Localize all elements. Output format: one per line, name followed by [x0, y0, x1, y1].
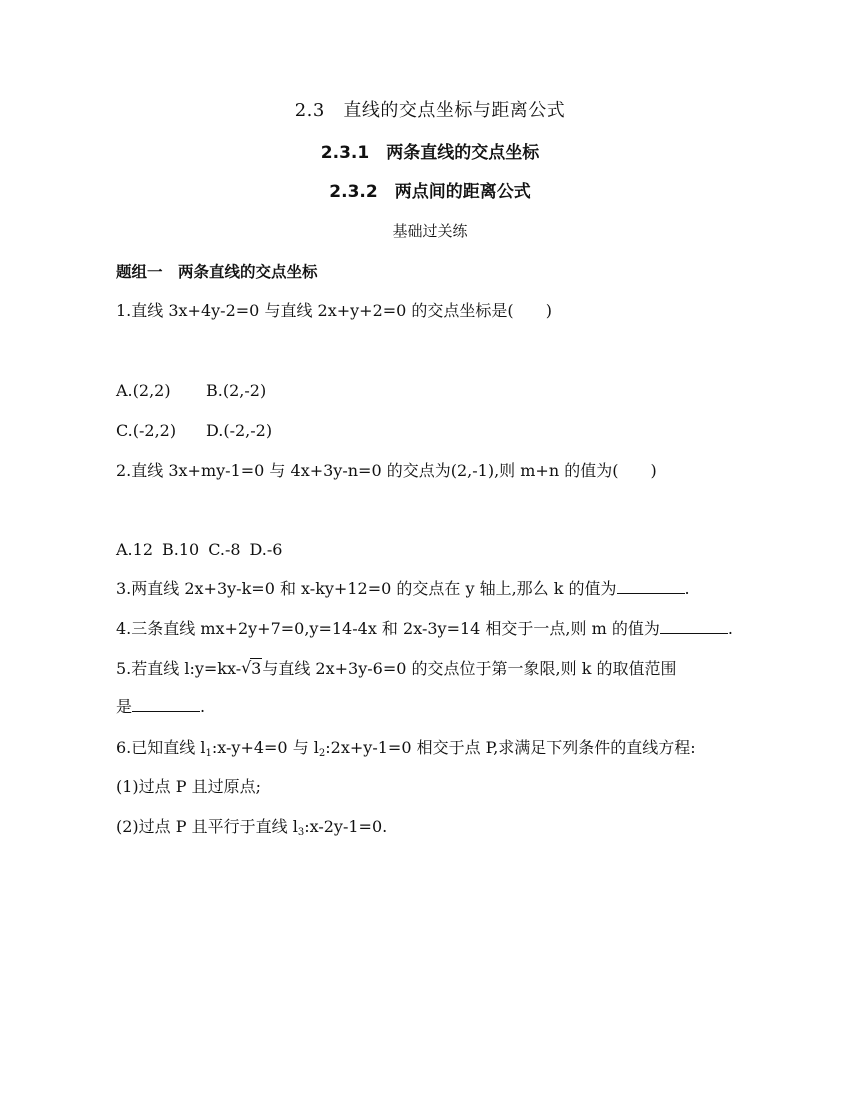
question-2-stem: 2.直线 3x+my-1=0 与 4x+3y-n=0 的交点为(2,-1),则 m+n 的值为( [116, 461, 619, 480]
question-5-stem-pre: 5.若直线 l:y=kx- [116, 659, 242, 678]
question-2-option-c: C.-8 [208, 540, 241, 559]
question-2 [116, 461, 657, 481]
question-5 [116, 659, 676, 679]
subsection-title-1: 2.3.1 两条直线的交点坐标 [320, 143, 540, 163]
question-4: 4.三条直线 mx+2y+7=0,y=14-4x 和 2x-3y=14 相交于一点,则 m 的值为 . [116, 619, 733, 638]
question-1-option-c: C.(-2,2) [116, 421, 177, 440]
question-1-options-row-2 [116, 421, 272, 441]
question-1-option-d: D.(-2,-2) [206, 421, 273, 440]
question-3-stem: 3.两直线 2x+3y-k=0 和 x-ky+12=0 的交点在 y 轴上,那么 k 的值为 [116, 579, 617, 598]
subsection-title-2: 2.3.2 两点间的距离公式 [329, 182, 531, 202]
question-1 [116, 301, 552, 321]
document-title: 2.3 直线的交点坐标与距离公式 [294, 100, 566, 121]
question-1-close: ) [545, 301, 552, 320]
question-6: 6.已知直线 $l_1:x-y+4=0$ 与 $l_2:2x+y-1=0$ 相交于点 P,求满足下列条件的直线方程: [116, 738, 696, 759]
question-5-answer-blank[interactable] [132, 697, 200, 712]
question-1-stem: 1.直线 3x+4y-2=0 与直线 2x+y+2=0 的交点坐标是( [116, 301, 514, 320]
question-5-stem-post: 与直线 2x+3y-6=0 的交点位于第一象限,则 k 的取值范围 [262, 659, 677, 678]
question-6-part-1: (1)过点 P 且过原点; [116, 777, 261, 796]
question-2-option-b: B.10 [162, 540, 200, 559]
question-3-answer-blank[interactable] [617, 579, 685, 594]
sqrt-expression: √ 3 [241, 658, 262, 678]
question-6-part-2: (2)过点 P 且平行于直线 $l_3:x-2y-1=0$. [116, 817, 388, 838]
sqrt-radicand: 3 [251, 659, 262, 678]
question-1-option-b: B.(2,-2) [206, 381, 267, 400]
question-2-option-d: D.-6 [249, 540, 283, 559]
question-4-stem: 4.三条直线 mx+2y+7=0,y=14-4x 和 2x-3y=14 相交于一点,则 m 的值为 [116, 619, 660, 638]
question-2-close: ) [650, 461, 657, 480]
question-5-line-2: 是 . [116, 697, 206, 716]
question-1-options-row-1 [116, 381, 266, 401]
question-1-option-a: A.(2,2) [116, 381, 171, 400]
section-label: 基础过关练 [392, 222, 468, 240]
question-4-answer-blank[interactable] [660, 619, 728, 634]
question-2-options [116, 540, 282, 560]
question-3: 3.两直线 2x+3y-k=0 和 x-ky+12=0 的交点在 y 轴上,那么 k 的值为 . [116, 579, 690, 598]
group-heading-1: 题组一 两条直线的交点坐标 [116, 263, 318, 281]
question-2-option-a: A.12 [116, 540, 153, 559]
